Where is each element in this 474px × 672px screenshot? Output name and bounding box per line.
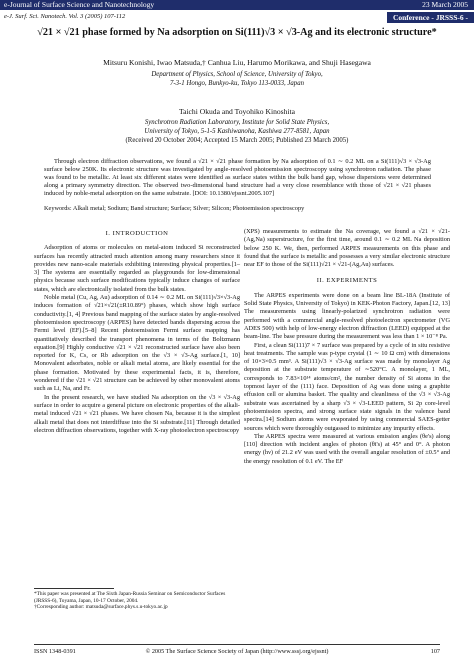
page-footer (34, 648, 440, 655)
paragraph: Adsorption of atoms or molecules on metal-atom induced Si reconstructed surfaces has recently attracted much attention among many researchers since it provides new nano-scale materials exhibiting interesting physical properties.[1–3] The systems are essentially regarded as playgrounds for low-dimensional physics because such surface modifications typically induce changes of surface states, which are electronically isolated from the bulk states. (34, 244, 240, 293)
footnotes (34, 591, 240, 611)
paragraph: In the present research, we have studied Na adsorption on the √3 × √3-Ag surface in order to acquire a general picture on electronic properties of the alkali-metal induced √21 × √21 phases. We have chosen Na, because it is the simplest alkali metal that does not interdiffuse into the Si substrate.[11] Through detailed electron diffraction observations, together with X-ray photoelectron spectroscopy (34, 393, 240, 434)
paragraph: Noble metal (Cu, Ag, Au) adsorption of 0.14 ∼ 0.2 ML on Si(111)√3×√3-Ag induces formation of √21×√21(±R10.89°) phases, which show high surface conductivity.[1, 4] Previous band mapping of the surface states by angle-resolved photoemission spectroscopy (ARPES) have detected bands dispersing across the Fermi level (EF).[5–8] Recent photoemission Fermi surface mapping has quantitatively described the transport phenomena in terms of the Boltzmann equation.[9] Highly conductive √21 × √21 reconstructed surface have also been reported for K, Cs, or Rb adsorption on the √3 × √3-Ag surface.[1, 10] Monovalent adsorbates, noble or alkali metal atoms, are likely essential for the phase formation. Motivated by these experimental facts, it is, therefore, wondered if the √21 × √21 structure can be achieved by other monovalent atoms such as Li, Na, and Fr. (34, 294, 240, 393)
paragraph: First, a clean Si(111)7 × 7 surface was prepared by a cycle of in situ resistive heat treatments. The sample was p-type crystal (1 ∼ 10 Ω cm) with dimensions of 10×3×0.5 mm³. A Si(111)√3 × √3-Ag surface was made by monolayer Ag deposition at the substrate temperature of ∼520°C. A monolayer, 1 ML, corresponds to 7.83×10¹⁴ atoms/cm², the number density of Si atoms in the topmost layer of the (111) face. Deposition of Ag was done using a graphite effusion cell or alumina basket. The quality and cleanliness of the √3 × √3-Ag substrate was ascertained by a sharp √3 × √3-LEED pattern, Si 2p core-level photoemission spectra, and strong surface state signals in the valence band spectra.[14] Sodium atoms were evaporated by using commercial SAES-getter sources which were thoroughly outgassed to minimize any impurity effects. (244, 341, 450, 432)
footnote-rule (34, 588, 114, 589)
issn: ISSN 1348-0391 (34, 648, 76, 655)
affiliation-line: Department of Physics, School of Science, University of Tokyo, (151, 71, 323, 78)
paragraph: The ARPES spectra were measured at various emission angles (θe's) along [110] direction with incident angles of photon (θi's) at 45° and 0°. A photon energy (hν) of 21.2 eV was used with the overall angular resolution of ±0.5° and the energy resolution of 0.1 eV. The EF (244, 432, 450, 465)
affiliation-line: Synchrotron Radiation Laboratory, Institute for Solid State Physics, (144, 119, 330, 126)
section-heading-experiments: II. EXPERIMENTS (316, 277, 378, 285)
footer-rule (34, 644, 440, 645)
copyright: © 2005 The Surface Science Society of Japan (http://www.sssj.org/ejssnt) (145, 648, 329, 655)
affiliation-line: 7-3-1 Hongo, Bunkyo-ku, Tokyo 113-0033, Japan (169, 80, 305, 87)
journal-name: e-Journal of Surface Science and Nanotechnology (4, 0, 155, 9)
paragraph: The ARPES experiments were done on a beam line BL-18A (Institute of Solid State Physics, University of Tokyo) in KEK-Photon Factory, Japan.[12, 13] The measurements using linearly-polarized synchrotron radiation were performed with a commercial angle-resolved photoelectron spectrometer (VG ADES 500) with help of low-energy electron diffraction (LEED) equipped at the beam-line. The base pressure during the measurement was less than 1 × 10⁻⁸ Pa. (244, 291, 450, 341)
authors-primary: Mitsuru Konishi, Iwao Matsuda,† Canhua Liu, Harumo Morikawa, and Shuji Hasegawa (103, 58, 371, 67)
authors-secondary: Taichi Okuda and Toyohiko Kinoshita (178, 107, 296, 116)
abstract: Through electron diffraction observations, we found a √21 × √21 phase formation by Na adsorption of 0.1 ∼ 0.2 ML on a Si(111)√3 × √3-Ag surface below 250K. Its electronic structure was investigated by angle-resolved photoemission spectroscopy using synchrotron radiation. The phase was found to be metallic. At least six different states were identified as surface states within the bulk band gap, whose dispersions were determined along a primary symmetry direction. The observed two-dimensional band structure had a very close resemblance with those of √21 × √21 phases induced by noble-metal adsorption on the same substrate. [DOI: 10.1380/ejssnt.2005.107] (44, 158, 431, 197)
conference-badge: Conference - JRSSS-6 - (387, 12, 474, 23)
right-column (244, 228, 450, 466)
affiliation-line: University of Tokyo, 5-1-5 Kashiwanoha, Kashiwa 277-8581, Japan (144, 128, 330, 135)
journal-header-bar (0, 0, 474, 10)
citation: e-J. Surf. Sci. Nanotech. Vol. 3 (2005) 107-112 (4, 13, 126, 20)
publication-date: 23 March 2005 (422, 0, 468, 9)
received-dates: (Received 20 October 2004; Accepted 15 March 2005; Published 23 March 2005) (125, 137, 349, 144)
footnote-conference: *This paper was presented at The Sixth Japan-Russia Seminar on Semiconductor Surfaces (JRSSS-6), Toyama, Japan, 10-17 October, 2004. (34, 591, 226, 604)
paper-title: √21 × √21 phase formed by Na adsorption on Si(111)√3 × √3-Ag and its electronic structure* (37, 27, 437, 38)
section-heading-introduction: I. INTRODUCTION (105, 230, 169, 237)
keywords: Keywords: Alkali metal; Sodium; Band structure; Surface; Silver; Silicon; Photoemission spectroscopy (44, 205, 305, 212)
page-number: 107 (430, 648, 440, 655)
paragraph: (XPS) measurements to estimate the Na coverage, we found a √21 × √21-(Ag,Na) superstructure, for the first time, around 0.1 ∼ 0.2 ML Na deposition below 250 K. We, then, performed ARPES measurements on this phase and found that the surface is metallic and possesses a very similar electronic structure near EF to those of the Si(111)√21 × √21-(Ag,Au) surfaces. (244, 228, 450, 269)
footnote-corresponding: †Corresponding author: matsuda@surface.phys.s.u-tokyo.ac.jp (34, 604, 168, 610)
left-column (34, 228, 240, 435)
